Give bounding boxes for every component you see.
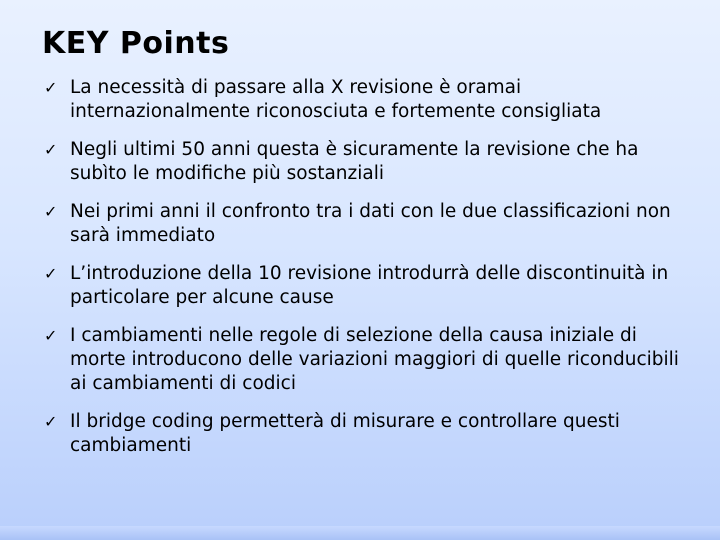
checkmark-icon: ✓ <box>44 202 58 221</box>
bullet-text: Il bridge coding permetterà di misurare e controllare questi cambiamenti <box>70 411 620 456</box>
slide-title: KEY Points <box>42 26 230 61</box>
bullet-text: I cambiamenti nelle regole di selezione della causa iniziale di morte introducono delle variazioni maggiori di quelle riconducibili ai cambiamenti di codici <box>70 325 679 394</box>
bullet-item <box>44 200 684 248</box>
bullet-item <box>44 324 684 396</box>
bullet-text: Nei primi anni il confronto tra i dati con le due classificazioni non sarà immediato <box>70 201 671 246</box>
footer-decoration <box>0 526 720 540</box>
bullet-item <box>44 76 684 124</box>
bullet-item <box>44 262 684 310</box>
checkmark-icon: ✓ <box>44 140 58 159</box>
checkmark-icon: ✓ <box>44 326 58 345</box>
bullet-item <box>44 410 684 458</box>
checkmark-icon: ✓ <box>44 412 58 431</box>
bullet-text: Negli ultimi 50 anni questa è sicuramente la revisione che ha subìto le modifiche più sostanziali <box>70 139 639 184</box>
bullet-text: La necessità di passare alla X revisione è oramai internazionalmente riconosciuta e fortemente consigliata <box>70 77 602 122</box>
checkmark-icon: ✓ <box>44 78 58 97</box>
bullet-text: L’introduzione della 10 revisione introdurrà delle discontinuità in particolare per alcune cause <box>70 263 669 308</box>
checkmark-icon: ✓ <box>44 264 58 283</box>
bullet-list <box>44 76 684 472</box>
bullet-item <box>44 138 684 186</box>
